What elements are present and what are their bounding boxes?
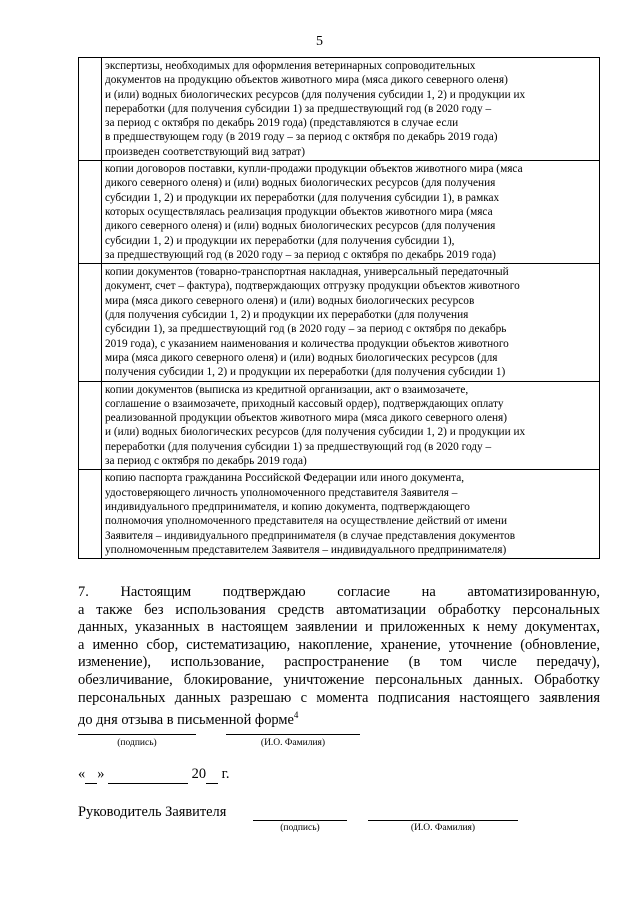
text-line: (для получения субсидии 1, 2) и продукции их переработки (для получения <box>105 309 469 322</box>
open-quote: « <box>78 766 86 782</box>
text-line: мира (мяса дикого северного оленя) и (или) водных биологических ресурсов (для <box>105 351 498 364</box>
last-line-text: до дня отзыва в письменной форме <box>78 711 294 728</box>
paragraph-last-line <box>78 707 600 729</box>
row-number-cell <box>79 161 102 264</box>
row-text-cell <box>102 381 600 470</box>
text-line: дикого северного оленя) и (или) водных биологических ресурсов (для получения <box>105 220 496 233</box>
row-text-cell <box>102 161 600 264</box>
table-row <box>79 470 600 559</box>
text-line: документ, счет – фактура), подтверждающих отгрузку продукции объектов животного <box>105 280 520 293</box>
year-prefix: 20 <box>191 766 207 782</box>
text-line: за предшествующий год (в 2020 году – за период с октября по декабрь 2019 года) <box>105 248 496 261</box>
text-line: которых осуществлялась реализация продукции объектов животного мира (мяса <box>105 205 493 218</box>
text-line: уполномоченным представителем Заявителя – индивидуального предпринимателя) <box>105 543 507 556</box>
head-signature-label: (подпись) <box>280 823 320 833</box>
text-line: субсидии 1), за предшествующий год (в 2020 году – за период с октября по декабрь <box>105 323 507 336</box>
head-signature-line <box>253 820 347 821</box>
text-line: 2019 года), с указанием наименования и количества продукции объектов животного <box>105 337 509 350</box>
year-blank <box>206 766 218 784</box>
table-row <box>79 58 600 161</box>
text-line: удостоверяющего личность уполномоченного представителя Заявителя – <box>105 486 458 499</box>
head-name-line <box>368 820 518 821</box>
table-row <box>79 264 600 381</box>
head-name-label: (И.О. Фамилия) <box>410 823 476 833</box>
text-line: соглашение о взаимозачете, приходный кассовый ордер), подтверждающих оплату <box>105 397 504 410</box>
name-line <box>226 734 360 735</box>
text-line: копии документов (выписка из кредитной организации, акт о взаимозачете, <box>105 383 469 396</box>
paragraph-line: данных, указанных в настоящем заявлении и приложенных к нему документах, <box>78 619 600 636</box>
text-line: субсидии 1, 2) и продукции их переработки (для получения субсидии 1), в рамках <box>105 191 500 204</box>
name-label: (И.О. Фамилия) <box>260 738 326 748</box>
row-text-cell <box>102 470 600 559</box>
paragraph-line: обезличивание, блокирование, уничтожение персональных данных. Обработку <box>78 671 600 688</box>
paragraph-line: а также без использования средств автоматизации обработку персональных <box>78 601 600 618</box>
day-blank <box>85 766 97 784</box>
text-line: мира (мяса дикого северного оленя) и (или) водных биологических ресурсов <box>105 294 475 307</box>
text-line: и (или) водных биологических ресурсов (для получения субсидии 1, 2) и продукции их <box>105 426 526 439</box>
table-row <box>79 381 600 470</box>
row-number-cell <box>79 381 102 470</box>
paragraph-line: а именно сбор, систематизацию, накопление, хранение, уточнение (обновление, <box>78 636 600 653</box>
row-number-cell <box>79 58 102 161</box>
year-suffix: г. <box>221 766 230 782</box>
paragraph-line: 7. Настоящим подтверждаю согласие на автоматизированную, <box>78 584 600 600</box>
text-line: переработки (для получения субсидии 1) за предшествующий год (в 2020 году – <box>105 102 492 115</box>
documents-table <box>78 57 600 559</box>
table-row <box>79 161 600 264</box>
signature-line <box>78 734 196 735</box>
row-text-cell <box>102 58 600 161</box>
head-label: Руководитель Заявителя <box>78 804 227 820</box>
date-row <box>78 766 230 784</box>
text-line: за период с октября по декабрь 2019 года) (представляются в случае если <box>105 117 459 130</box>
close-quote: » <box>97 766 105 782</box>
row-number-cell <box>79 264 102 381</box>
text-line: и (или) водных биологических ресурсов (для получения субсидии 1, 2) и продукции их <box>105 88 526 101</box>
month-blank <box>108 766 188 784</box>
text-line: Заявителя – индивидуального предпринимателя (в случае представления документов <box>105 529 516 542</box>
footnote-mark: 4 <box>293 710 299 721</box>
text-line: реализованной продукции объектов животного мира (мяса дикого северного оленя) <box>105 412 508 425</box>
text-line: документов на продукцию объектов животного мира (мяса дикого северного оленя) <box>105 74 508 87</box>
page-number: 5 <box>316 34 323 49</box>
text-line: индивидуального предпринимателя, и копию документа, подтверждающего <box>105 500 470 513</box>
text-line: копии договоров поставки, купли-продажи продукции объектов животного мира (мяса <box>105 163 523 176</box>
text-line: копии документов (товарно-транспортная накладная, универсальный передаточный <box>105 266 509 279</box>
row-text-cell <box>102 264 600 381</box>
text-line: субсидии 1, 2) и продукции их переработки (для получения субсидии 1), <box>105 234 455 247</box>
text-line: полномочия уполномоченного представителя на осуществление действий от имени <box>105 515 507 528</box>
signature-label: (подпись) <box>117 738 157 748</box>
consent-paragraph <box>78 584 600 730</box>
text-line: переработки (для получения субсидии 1) за предшествующий год (в 2020 году – <box>105 440 492 453</box>
text-line: экспертизы, необходимых для оформления ветеринарных сопроводительных <box>105 60 476 72</box>
row-number-cell <box>79 470 102 559</box>
paragraph-line: персональных данных разрешаю с момента подписания настоящего заявления <box>78 689 600 706</box>
paragraph-line: изменение), использование, распространение (в том числе передачу), <box>78 654 600 671</box>
text-line: в предшествующем году (в 2019 году – за период с октября по декабрь 2019 года) <box>105 131 498 144</box>
text-line: произведен соответствующий вид затрат) <box>105 145 305 158</box>
text-line: копию паспорта гражданина Российской Федерации или иного документа, <box>105 472 465 485</box>
text-line: дикого северного оленя) и (или) водных биологических ресурсов (для получения <box>105 177 496 190</box>
text-line: за период с октября по декабрь 2019 года) <box>105 455 307 468</box>
text-line: получения субсидии 1, 2) и продукции их переработки (для получения субсидии 1) <box>105 366 506 379</box>
